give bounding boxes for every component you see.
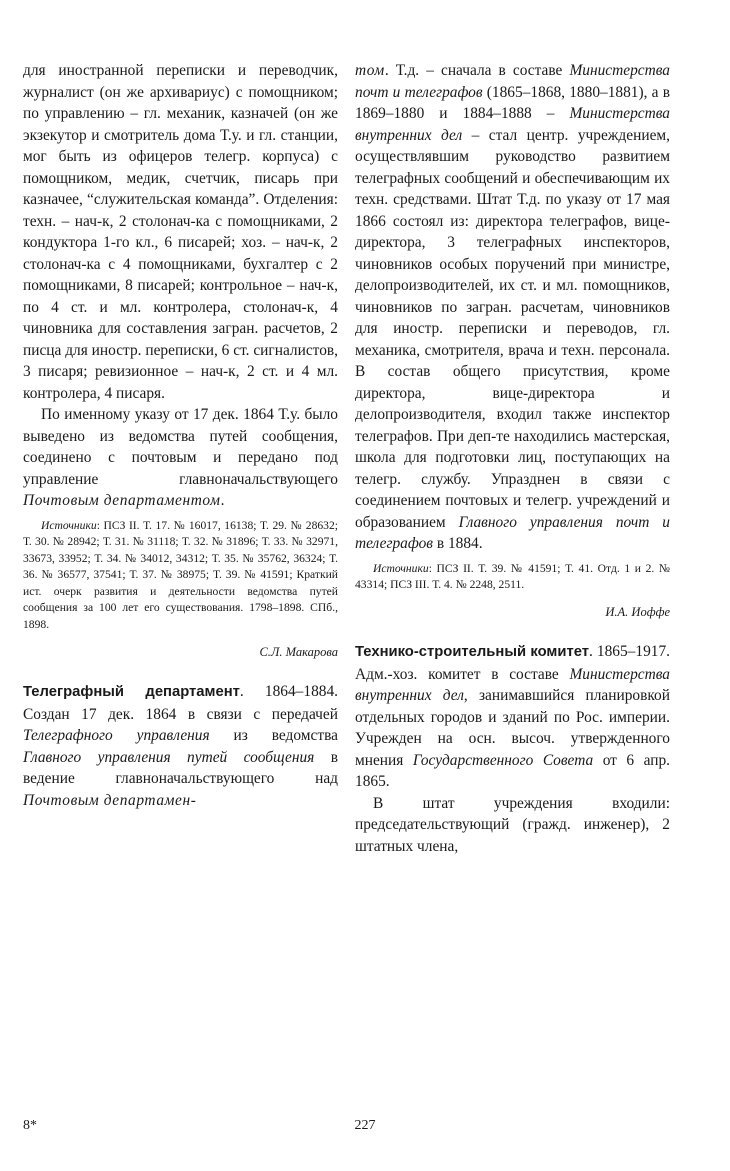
construction-committee-entry	[355, 641, 670, 793]
right-p1-italic-3: Министерства внутренних дел	[355, 105, 670, 144]
right-p1-italic-2: Министерства почт и телеграфов	[355, 62, 670, 101]
right-sources-text: : ПСЗ II. Т. 39. № 41591; Т. 41. Отд. 1 и 2. № 43314; ПСЗ III. Т. 4. № 2248, 2511.	[355, 561, 670, 592]
entry-italic-2: Государственного Совета	[412, 751, 594, 769]
left-author: С.Л. Макарова	[259, 644, 338, 659]
entry-text-3: в ведение главноначальствующего над	[23, 748, 338, 788]
right-p1-text-3: – стал центр. учреждением, осуществлявшим руководство развитием телеграфных сообщений и обеспечивающим их техн. средствами. Штат Т.д. по указу от 17 мая 1866 состоял из: директора телеграфов, вице-директора, 3 телеграфных инспекторов, чиновников особых поручений при министре, делопроизводителей, их ст. и мл. помощников, чиновников по загран. расчетам, чиновников для иностр. переписки и переводов, гл. механика, смотрителя, врача и техн. персонала. В состав общего присутствия, кроме директора, вице-директора и делопроизводителя, входил также инспектор телеграфов. При деп-те находились мастерская, школа для подготовки лиц, поступающих на телегр. службу. Упразднен в связи с соединением почтовых и телегр. учреждений и образованием	[355, 126, 670, 531]
entry-italic-2: Главного управления путей сообщения	[23, 748, 315, 766]
entry-term-telegraph-department: Телеграфный департамент	[23, 684, 240, 701]
left-paragraph-1: для иностранной переписки и переводчик, журналист (он же архивариус) с помощником; по управлению – гл. механик, казначей (он же экзекутор и смотритель дома Т.у. и гл. станции, мог быть из офицеров телегр. корпуса) с помощником, медик, счетчик, писарь при казначее, “служительская команда”. Отделения: техн. – нач-к, 2 столонач-ка с помощниками, 2 кондуктора 1-го кл., 6 писарей; хоз. – нач-к, 2 столонач-ка с 4 помощниками, бухгалтер с 2 помощниками, 8 писарей; контрольное – нач-к, по 4 ст. и мл. контролера, столонач-к, 4 чиновника для составления загран. расчетов, 2 писца для иностр. переписки, 6 ст. сигналистов, 3 писаря; ревизионное – нач-к, 2 ст. и 4 мл. контролера, 4 писаря.	[23, 62, 338, 402]
right-p1-italic-1: том	[355, 62, 385, 79]
entry-term-end: .	[239, 683, 244, 701]
right-p1-text-2: (1865–1868, 1880–1881), а в 1869–1880 и 1884–1888 –	[355, 83, 670, 122]
right-gap	[355, 623, 670, 641]
telegraph-department-entry	[23, 681, 338, 811]
right-paragraph-1	[355, 60, 670, 555]
entry-text-2: из ведомства	[209, 727, 338, 745]
right-sources-label: Источники	[373, 561, 429, 575]
left-sources-text: : ПСЗ II. Т. 17. № 16017, 16138; Т. 29. № 28632; Т. 30. № 28942; Т. 31. № 31118; Т. 32. № 31896; Т. 33. № 32971, 33673, 33952; Т. 34. № 34012, 34312; Т. 35. № 35762, 36324; Т. 36. № 36577, 37541; Т. 37. № 38975; Т. 39. № 41591; Краткий ист. очерк развития и деятельности ведомства путей сообщения за 100 лет его существования. 1798–1898. СПб., 1898.	[23, 518, 338, 632]
entry-term-end: .	[589, 643, 593, 661]
entry-text-3: от 6 апр. 1865.	[355, 751, 670, 791]
entry-italic-1: Министерства внутренних дел	[355, 665, 670, 705]
left-gap	[23, 663, 338, 681]
left-p2-end: .	[220, 492, 225, 509]
page-number: 227	[354, 1118, 376, 1133]
left-p2-text: По именному указу от 17 дек. 1864 Т.у. было выведено из ведомства путей сообщения, соединено с почтовым и передано под управление главноначальствующего	[23, 406, 338, 488]
right-p1-italic-4: Главного управления почт и телеграфов	[355, 513, 670, 552]
left-paragraph-2	[23, 404, 338, 512]
right-last-paragraph: В штат учреждения входили: председательствующий (гражд. инженер), 2 штатных члена,	[355, 794, 670, 855]
right-p1-text-1: . Т.д. – сначала в составе	[384, 62, 570, 79]
signature-mark: 8*	[23, 1118, 37, 1133]
entry-text-2: , занимавшийся планировкой отдельных городов и зданий по Рос. империи. Учрежден на осн. высоч. утвержденного мнения	[355, 687, 670, 769]
left-sources	[23, 518, 338, 634]
right-column	[355, 60, 670, 857]
entry-term-construction-committee: Технико-строительный комитет	[355, 644, 589, 661]
left-column	[23, 60, 338, 811]
left-sources-label: Источники	[41, 518, 97, 532]
entry-italic-3: Почтовым департамен-	[23, 791, 197, 809]
entry-text-1: 1865–1917. Адм.-хоз. комитет в составе	[355, 643, 670, 683]
right-sources	[355, 561, 670, 594]
postal-department-link: Почтовым департаментом	[23, 492, 221, 509]
right-author: И.А. Иоффе	[605, 604, 670, 619]
entry-italic-1: Телеграфного управления	[23, 727, 210, 745]
entry-text-1: 1864–1884. Создан 17 дек. 1864 в связи с передачей	[23, 683, 338, 723]
right-p1-text-4: в 1884.	[432, 535, 483, 552]
